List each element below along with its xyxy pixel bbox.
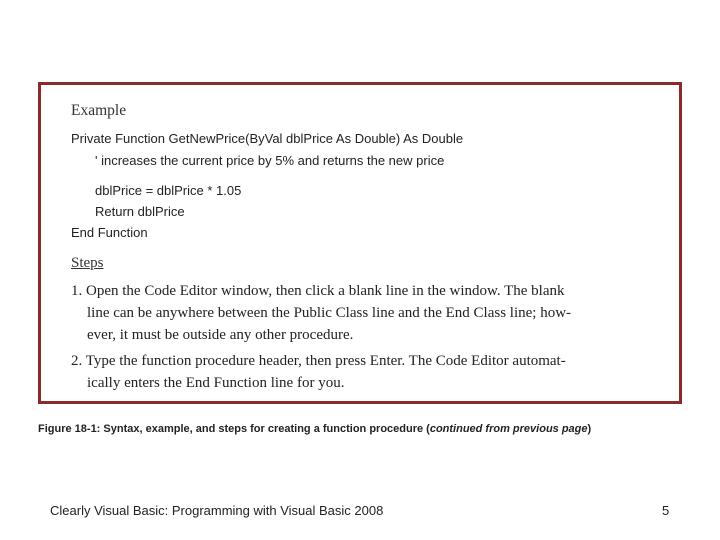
footer-title: Clearly Visual Basic: Programming with Visual Basic 2008 — [50, 503, 384, 518]
step-line: 2. Type the function procedure header, then press Enter. The Code Editor automat- — [71, 353, 566, 369]
step-line: line can be anywhere between the Public Class line and the End Class line; how- — [87, 305, 572, 321]
caption-close: ) — [587, 423, 592, 435]
step-line: ically enters the End Function line for you. — [87, 375, 345, 391]
step-line: ever, it must be outside any other procedure. — [87, 327, 354, 343]
caption-number: Figure 18-1: — [38, 423, 101, 435]
code-line: ' increases the current price by 5% and returns the new price — [95, 153, 445, 168]
code-line: dblPrice = dblPrice * 1.05 — [95, 183, 242, 198]
code-line: Return dblPrice — [95, 204, 185, 219]
caption-italic: continued from previous page — [429, 423, 588, 435]
step-line: 1. Open the Code Editor window, then click a blank line in the window. The blank — [71, 283, 565, 299]
steps-heading: Steps — [71, 255, 104, 271]
code-line: Private Function GetNewPrice(ByVal dblPrice As Double) As Double — [71, 131, 464, 146]
code-line: End Function — [71, 225, 148, 240]
figure-box — [38, 82, 682, 404]
example-heading: Example — [71, 102, 127, 119]
page-number: 5 — [662, 503, 670, 518]
caption-text: Syntax, example, and steps for creating a function procedure ( — [100, 423, 430, 435]
figure-caption — [38, 423, 591, 435]
